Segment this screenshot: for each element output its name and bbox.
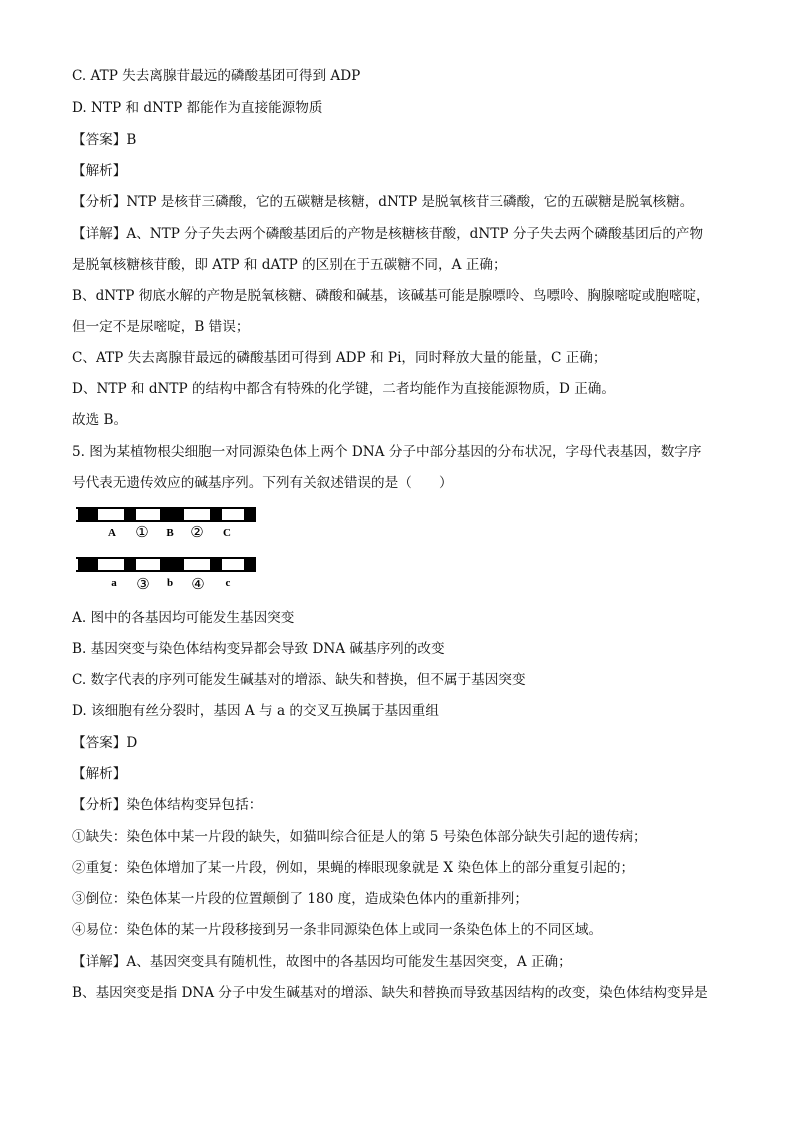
sequence-label: ③ <box>136 575 150 593</box>
text-line: D、NTP 和 dNTP 的结构中都含有特殊的化学键，二者均能作为直接能源物质，D 正确。 <box>72 381 615 397</box>
text-line: 【详解】A、基因突变具有随机性，故图中的各基因均可能发生基因突变，A 正确； <box>72 954 572 970</box>
text-line: ②重复：染色体增加了某一片段，例如，果蝇的棒眼现象就是 X 染色体上的部分重复引起的； <box>72 860 635 876</box>
text-line: ③倒位：染色体某一片段的位置颠倒了 180 度，造成染色体内的重新排列； <box>72 891 528 907</box>
analysis-heading: 【解析】 <box>72 766 127 782</box>
gene-label: B <box>166 527 174 539</box>
answer-label: 【答案】D <box>72 735 138 751</box>
answer-label: 【答案】B <box>72 132 137 148</box>
gene-label: A <box>108 527 116 539</box>
text-line: 但一定不是尿嘧啶，B 错误； <box>72 319 250 335</box>
gene-label: a <box>111 577 117 589</box>
text-line: 【详解】A、NTP 分子失去两个磷酸基团后的产物是核糖核苷酸，dNTP 分子失去两个磷酸基团后的产物 <box>72 226 704 242</box>
text-line: D. NTP 和 dNTP 都能作为直接能源物质 <box>72 100 323 116</box>
text-line: C、ATP 失去离腺苷最远的磷酸基团可得到 ADP 和 Pi，同时释放大量的能量，C 正确； <box>72 350 607 366</box>
gene-label: b <box>166 577 174 589</box>
text-line: 【分析】NTP 是核苷三磷酸，它的五碳糖是核糖，dNTP 是脱氧核苷三磷酸，它的五碳糖是脱氧核糖。 <box>72 194 694 210</box>
text-line: B、基因突变是指 DNA 分子中发生碱基对的增添、缺失和替换而导致基因结构的改变，染色体结构变异是 <box>72 985 708 1001</box>
text-line: 是脱氧核糖核苷酸，即 ATP 和 dATP 的区别在于五碳糖不同，A 正确； <box>72 257 507 273</box>
text-line: 【分析】染色体结构变异包括： <box>72 797 263 813</box>
sequence-label: ④ <box>191 575 205 593</box>
option-b: B. 基因突变与染色体结构变异都会导致 DNA 碱基序列的改变 <box>72 641 445 657</box>
text-line: ①缺失：染色体中某一片段的缺失，如猫叫综合征是人的第 5 号染色体部分缺失引起的遗传病； <box>72 829 647 845</box>
gene-label: C <box>223 527 231 539</box>
option-d: D. 该细胞有丝分裂时，基因 A 与 a 的交叉互换属于基因重组 <box>72 703 439 719</box>
chromosome-gene-diagram <box>76 503 260 595</box>
question-stem: 号代表无遗传效应的碱基序列。下列有关叙述错误的是（ ） <box>72 475 453 491</box>
sequence-label: ① <box>135 523 149 541</box>
dna-strand-bottom <box>76 558 256 593</box>
text-line: ④易位：染色体的某一片段移接到另一条非同源染色体上或同一条染色体上的不同区域。 <box>72 922 603 938</box>
question-stem: 5. 图为某植物根尖细胞一对同源染色体上两个 DNA 分子中部分基因的分布状况，字母代表基因，数字序 <box>72 444 702 460</box>
text-line: B、dNTP 彻底水解的产物是脱氧核糖、磷酸和碱基，该碱基可能是腺嘌呤、鸟嘌呤、胸腺嘧啶或胞嘧啶， <box>72 288 710 304</box>
sequence-label: ② <box>190 523 204 541</box>
dna-strand-top <box>76 508 256 541</box>
text-line: C. ATP 失去离腺苷最远的磷酸基团可得到 ADP <box>72 68 361 84</box>
option-c: C. 数字代表的序列可能发生碱基对的增添、缺失和替换，但不属于基因突变 <box>72 672 526 688</box>
gene-label: c <box>225 577 231 589</box>
analysis-heading: 【解析】 <box>72 163 127 179</box>
option-a: A. 图中的各基因均可能发生基因突变 <box>72 610 295 626</box>
text-line: 故选 B。 <box>72 412 128 428</box>
